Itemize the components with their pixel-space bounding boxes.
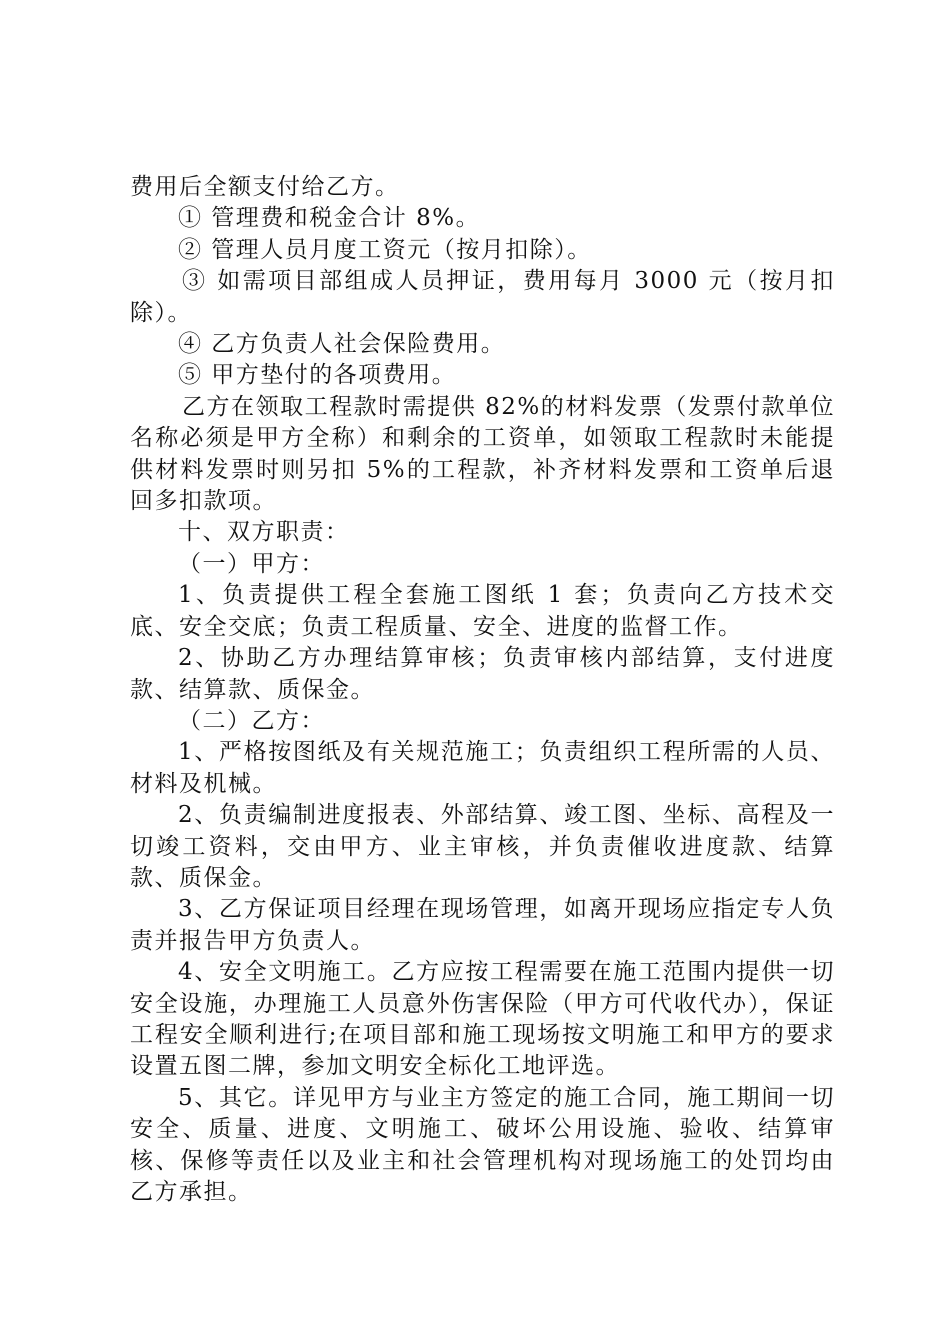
paragraph-fee-payment: 费用后全额支付给乙方。 <box>130 174 400 200</box>
paragraph-party-b-duty-5: 5、其它。详见甲方与业主方签定的施工合同，施工期间一切安全、质量、进度、文明施工、破坏公用设施、验收、结算审核、保修等责任以及业主和社会管理机构对现场施工的处罚均由乙方承担。 <box>130 1084 835 1205</box>
paragraph-item-management-fee: ① 管理费和税金合计 8%。 <box>178 205 481 232</box>
paragraph-party-b-duty-1: 1、严格按图纸及有关规范施工；负责组织工程所需的人员、材料及机械。 <box>130 739 835 797</box>
paragraph-item-social-insurance: ④ 乙方负责人社会保险费用。 <box>178 331 506 358</box>
paragraph-party-a-duty-1: 1、负责提供工程全套施工图纸 1 套；负责向乙方技术交底、安全交底；负责工程质量、安全、进度的监督工作。 <box>130 582 835 640</box>
paragraph-party-b-duty-4: 4、安全文明施工。乙方应按工程需要在施工范围内提供一切安全设施，办理施工人员意外伤害保险（甲方可代收代办），保证工程安全顺利进行;在项目部和施工现场按文明施工和甲方的要求设置五图二牌，参加文明安全标化工地评选。 <box>130 959 835 1080</box>
paragraph-party-a-duty-2: 2、协助乙方办理结算审核；负责审核内部结算，支付进度款、结算款、质保金。 <box>130 645 835 703</box>
paragraph-item-staff-wages: ② 管理人员月度工资元（按月扣除）。 <box>178 236 592 263</box>
paragraph-invoice-requirement: 乙方在领取工程款时需提供 82%的材料发票（发票付款单位名称必须是甲方全称）和剩余的工资单，如领取工程款时未能提供材料发票时则另扣 5%的工程款，补齐材料发票和工资单后退回多扣款项。 <box>130 393 835 515</box>
paragraph-party-b-duty-3: 3、乙方保证项目经理在现场管理，如离开现场应指定专人负责并报告甲方负责人。 <box>130 896 835 954</box>
section-heading-responsibilities: 十、双方职责： <box>178 519 350 546</box>
paragraph-item-advance-costs: ⑤ 甲方垫付的各项费用。 <box>178 362 457 389</box>
subsection-heading-party-a: （一）甲方： <box>178 550 325 577</box>
paragraph-item-certificate-fee: ③ 如需项目部组成人员押证，费用每月 3000 元（按月扣除）。 <box>130 268 835 326</box>
paragraph-party-b-duty-2: 2、负责编制进度报表、外部结算、竣工图、坐标、高程及一切竣工资料，交由甲方、业主审核，并负责催收进度款、结算款、质保金。 <box>130 802 835 891</box>
document-body <box>130 172 835 1208</box>
subsection-heading-party-b: （二）乙方： <box>178 707 325 734</box>
